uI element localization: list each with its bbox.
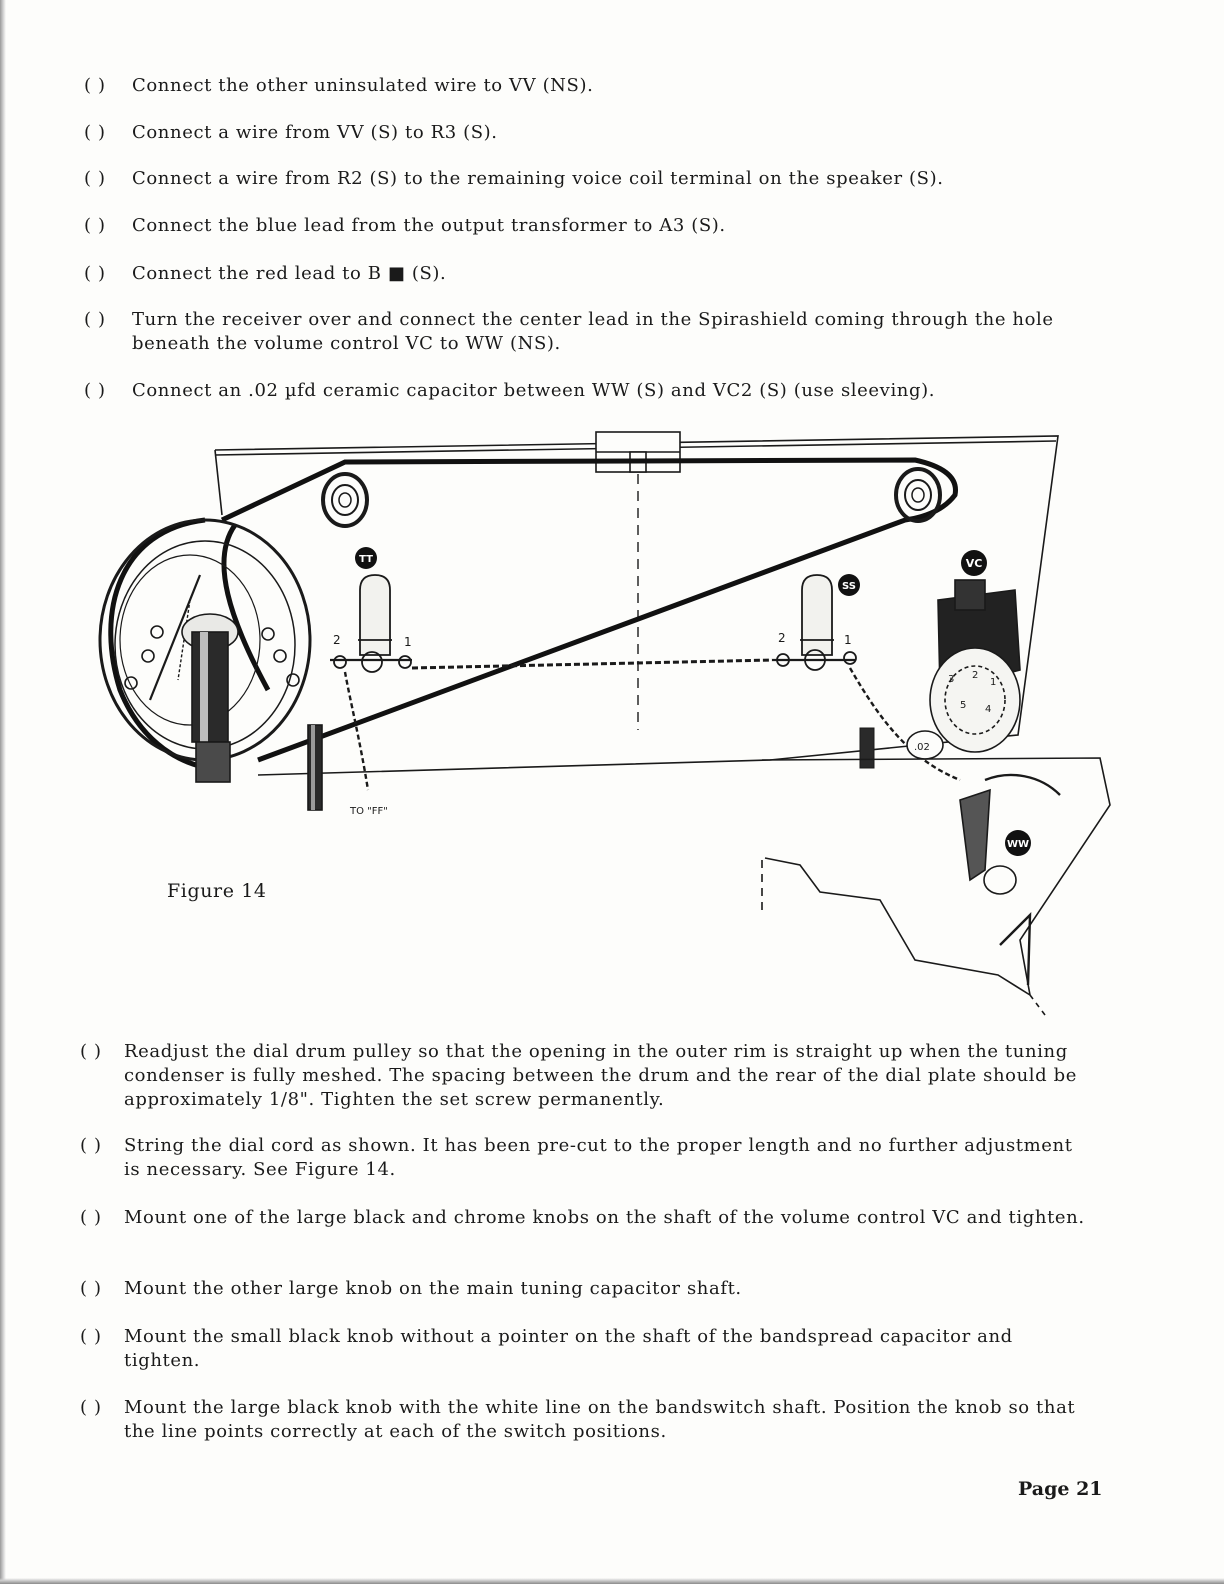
step-text: Turn the receiver over and connect the center lead in the Spirashield coming through the hole beneath the volume control VC to WW (NS). — [132, 309, 1054, 354]
checkbox[interactable]: ( ) — [80, 1326, 102, 1347]
checkbox[interactable]: ( ) — [84, 215, 106, 236]
capacitor-label: .02 — [914, 742, 930, 753]
lug-label-2: 2 — [333, 633, 341, 647]
terminal-vc — [961, 550, 987, 576]
vc-lug-label: 5 — [960, 700, 967, 711]
right-post — [860, 728, 874, 768]
terminal-tt — [355, 547, 377, 569]
drum-shaft — [182, 614, 238, 782]
terminal-label: VC — [965, 557, 983, 570]
step-bottom-2 — [80, 1134, 1090, 1182]
lug-label-1: 1 — [844, 633, 852, 647]
top-bracket — [596, 432, 680, 472]
figure-14-diagram — [0, 420, 1224, 1030]
step-top-7 — [84, 379, 1094, 403]
checkbox[interactable]: ( ) — [84, 168, 106, 189]
right-pulley — [896, 469, 940, 521]
lug-label-1: 1 — [404, 635, 412, 649]
checkbox[interactable]: ( ) — [84, 380, 106, 401]
left-post — [308, 725, 322, 810]
to-ff-label: TO "FF" — [350, 806, 388, 817]
checkbox[interactable]: ( ) — [80, 1207, 102, 1228]
step-bottom-4 — [80, 1277, 1090, 1301]
terminal-ww — [1005, 830, 1031, 856]
step-bottom-1 — [80, 1040, 1090, 1112]
step-text: Mount the small black knob without a pointer on the shaft of the bandspread capacitor and tighten. — [124, 1326, 1013, 1371]
step-text: Connect an .02 µfd ceramic capacitor between WW (S) and VC2 (S) (use sleeving). — [132, 380, 936, 401]
step-text: Readjust the dial drum pulley so that the opening in the outer rim is straight up when the tuning condenser is fully meshed. The spacing between the drum and the rear of the dial plate should be approximately 1/8". Tighten the set screw permanently. — [124, 1041, 1077, 1110]
vc-lug-label: 3 — [948, 674, 955, 685]
step-text: Mount the other large knob on the main tuning capacitor shaft. — [124, 1278, 742, 1299]
checkbox[interactable]: ( ) — [80, 1041, 102, 1062]
left-pulley — [323, 474, 367, 526]
volume-control — [930, 580, 1020, 752]
step-text: Connect the red lead to B ■ (S). — [132, 263, 447, 284]
figure-caption: Figure 14 — [167, 880, 267, 902]
step-text: Connect the blue lead from the output transformer to A3 (S). — [132, 215, 726, 236]
checkbox[interactable]: ( ) — [80, 1278, 102, 1299]
checkbox[interactable]: ( ) — [84, 309, 106, 330]
step-text: Connect a wire from VV (S) to R3 (S). — [132, 122, 498, 143]
vc-lug-label: 4 — [985, 704, 992, 715]
chassis-cutaway — [762, 758, 1110, 1015]
dial-plate — [215, 436, 1058, 775]
checkbox[interactable]: ( ) — [84, 75, 106, 96]
step-top-3 — [84, 167, 1094, 191]
step-bottom-6 — [80, 1396, 1090, 1444]
vc-lug-label: 1 — [990, 677, 997, 688]
checkbox[interactable]: ( ) — [80, 1135, 102, 1156]
lug-label-2: 2 — [778, 631, 786, 645]
step-bottom-5 — [80, 1325, 1090, 1373]
step-text: Connect a wire from R2 (S) to the remaining voice coil terminal on the speaker (S). — [132, 168, 944, 189]
lamp-socket-tt — [330, 575, 412, 672]
terminal-label: SS — [842, 581, 856, 592]
step-bottom-3 — [80, 1206, 1090, 1230]
step-top-1 — [84, 74, 1094, 98]
lamp-wire — [412, 660, 772, 668]
terminal-label: TT — [359, 554, 373, 565]
terminal-label: WW — [1006, 839, 1030, 850]
step-top-6 — [84, 308, 1094, 356]
vc-lug-label: 2 — [972, 670, 979, 681]
checkbox[interactable]: ( ) — [84, 263, 106, 284]
step-top-2 — [84, 121, 1094, 145]
scan-bottom-edge — [0, 1578, 1224, 1584]
step-text: Mount one of the large black and chrome knobs on the shaft of the volume control VC and tighten. — [124, 1207, 1085, 1228]
page-number: Page 21 — [1018, 1478, 1103, 1500]
step-top-4 — [84, 214, 1094, 238]
step-text: Mount the large black knob with the white line on the bandswitch shaft. Position the knob so that the line points correctly at each of the switch positions. — [124, 1397, 1076, 1442]
step-top-5 — [84, 262, 1094, 286]
step-text: Connect the other uninsulated wire to VV (NS). — [132, 75, 594, 96]
checkbox[interactable]: ( ) — [84, 122, 106, 143]
step-text: String the dial cord as shown. It has been pre-cut to the proper length and no further adjustment is necessary. See Figure 14. — [124, 1135, 1073, 1180]
terminal-ss — [838, 574, 860, 596]
checkbox[interactable]: ( ) — [80, 1397, 102, 1418]
